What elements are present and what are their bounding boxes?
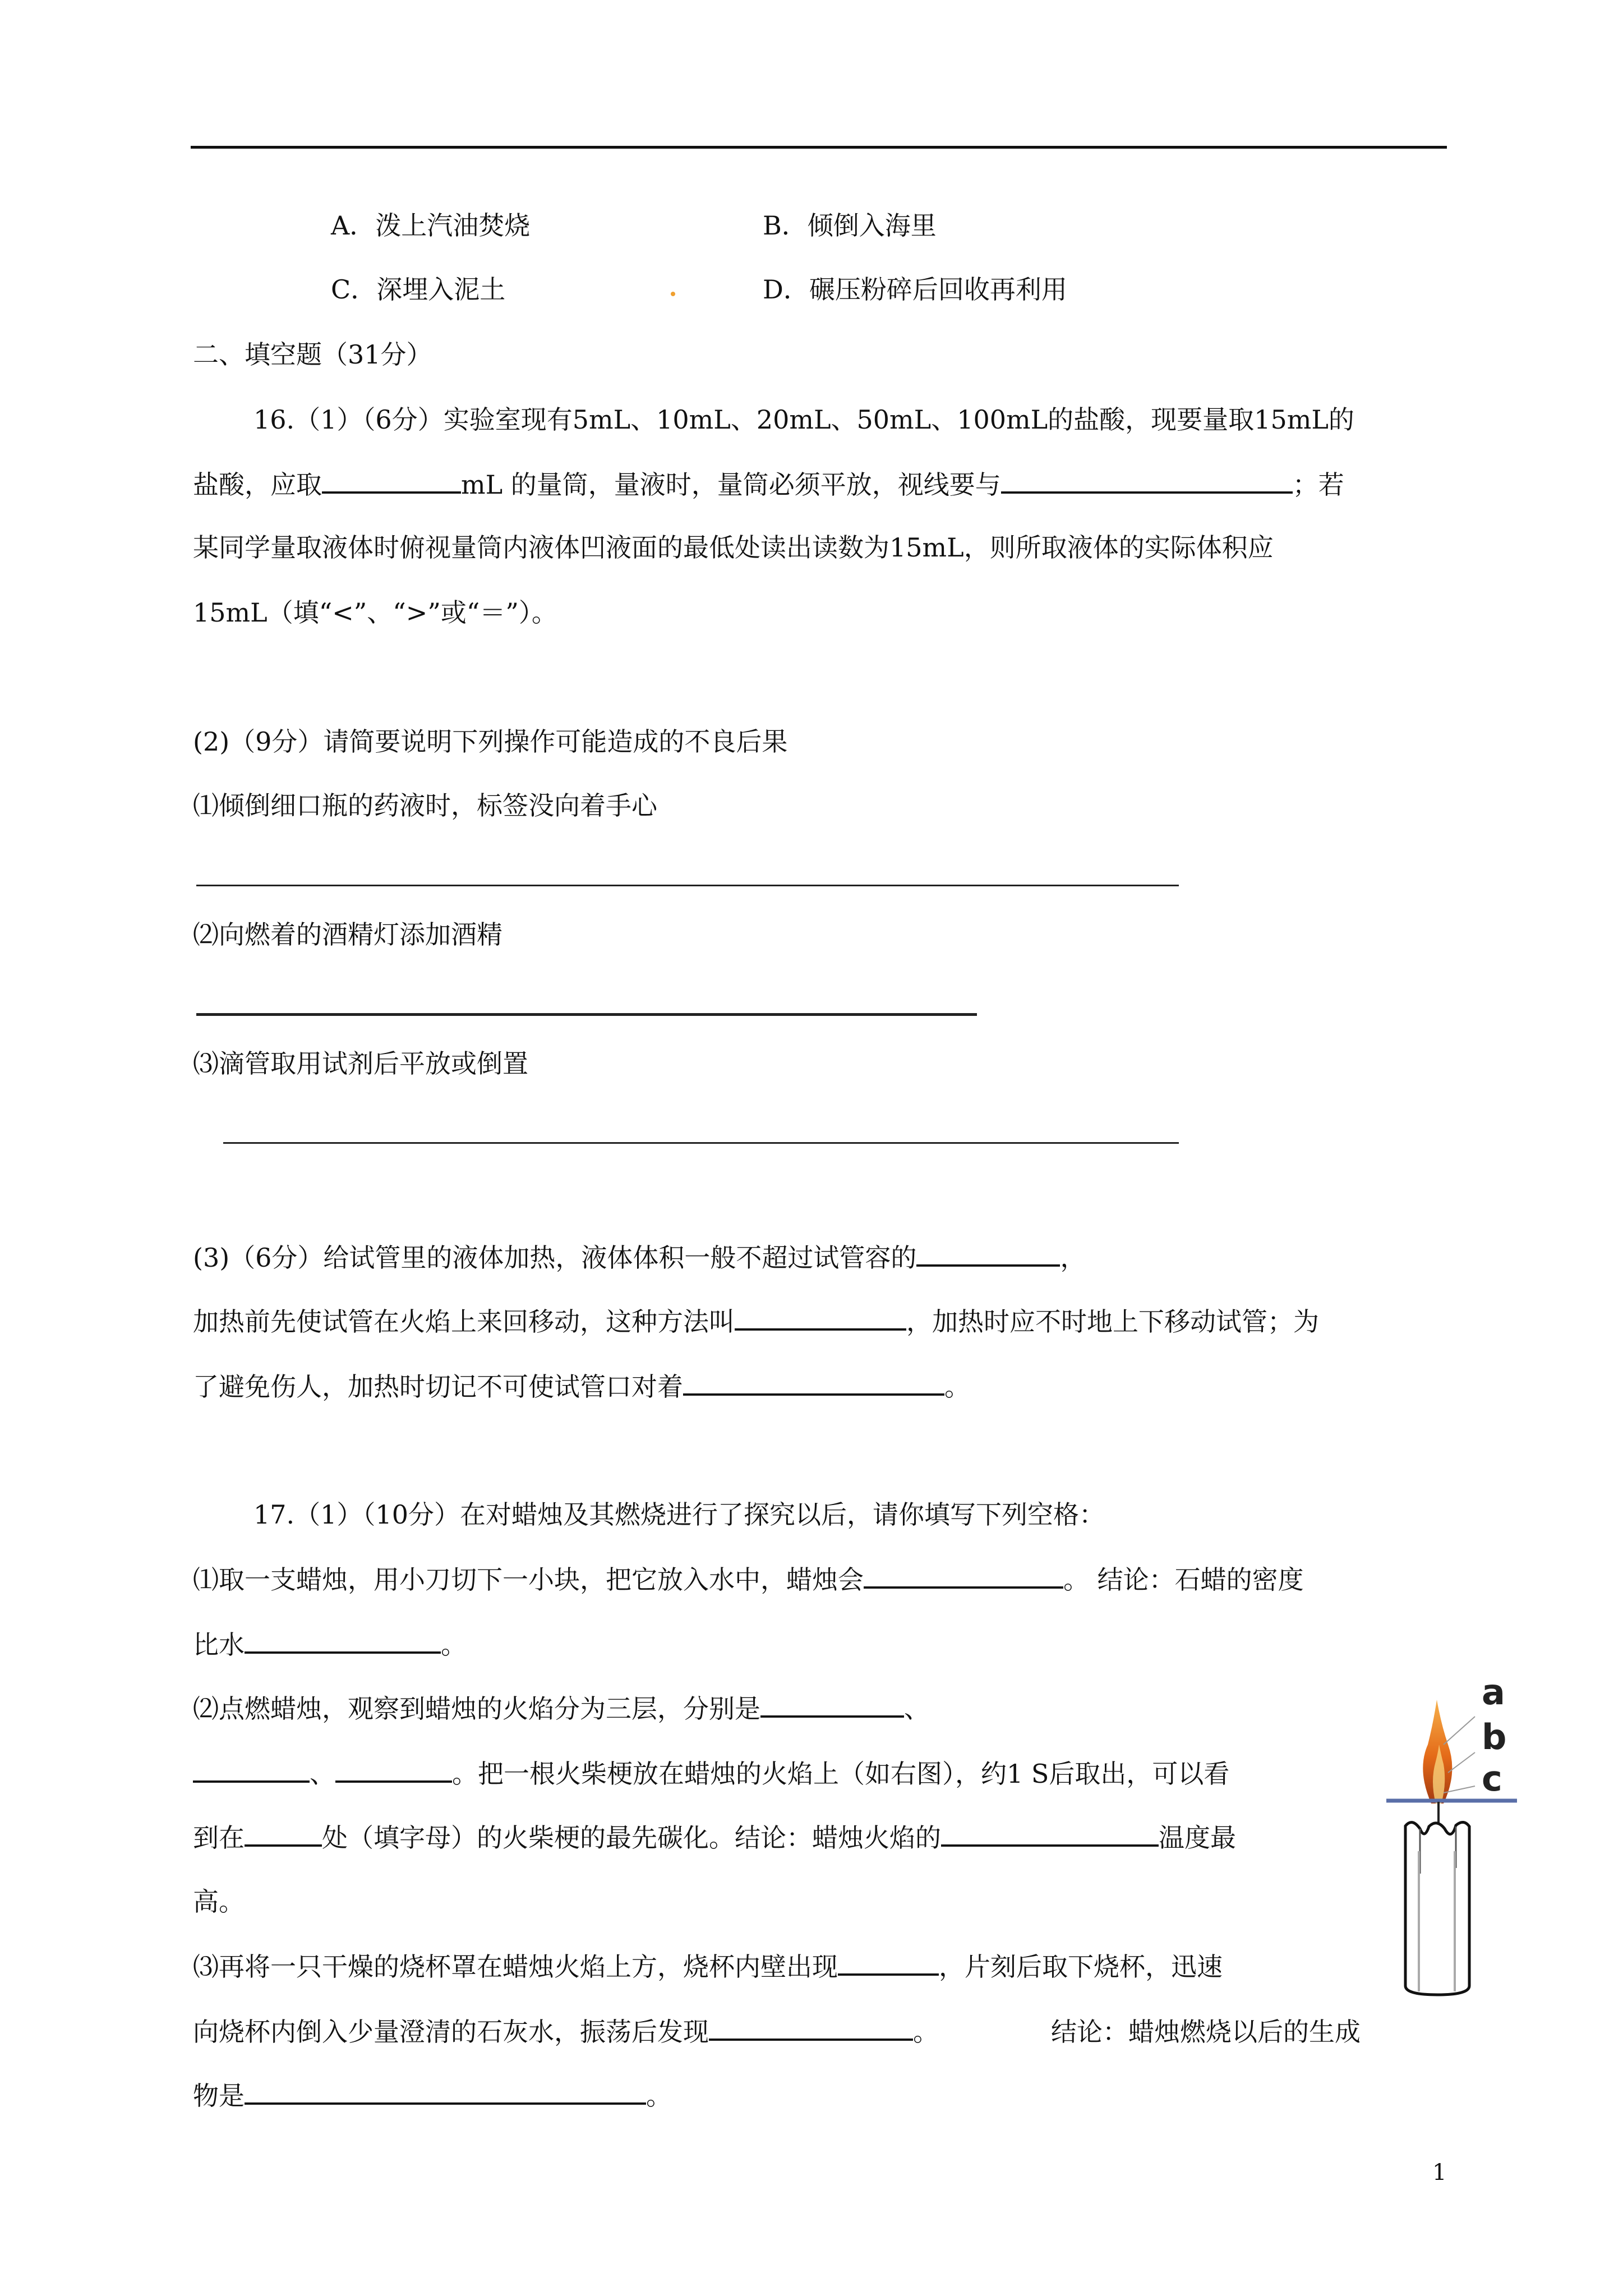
label-b: b bbox=[1482, 1717, 1507, 1757]
header-rule bbox=[191, 146, 1447, 149]
answer-blank[interactable] bbox=[735, 1304, 906, 1331]
q17-item1-line1: ⑴取一支蜡烛，用小刀切下一小块，把它放入水中，蜡烛会 。 结论：石蜡的密度 bbox=[193, 1562, 1304, 1596]
answer-blank[interactable] bbox=[864, 1562, 1063, 1589]
option-d: D．碾压粉碎后回收再利用 bbox=[763, 274, 1067, 305]
q16-p2-item3: ⑶滴管取用试剂后平放或倒置 bbox=[193, 1048, 528, 1079]
answer-blank[interactable] bbox=[838, 1949, 939, 1976]
q16-p2-item2: ⑵向燃着的酒精灯添加酒精 bbox=[193, 919, 502, 950]
answer-blank[interactable] bbox=[760, 1691, 904, 1718]
answer-blank[interactable] bbox=[335, 1756, 452, 1783]
candle-figure bbox=[1385, 1660, 1531, 2003]
stray-dot bbox=[671, 292, 675, 296]
answer-blank[interactable] bbox=[245, 2078, 646, 2105]
answer-blank[interactable] bbox=[941, 1820, 1159, 1847]
answer-blank[interactable] bbox=[245, 1820, 322, 1847]
q16-p3-line2: 加热前先使试管在火焰上来回移动，这种方法叫 ，加热时应不时地上下移动试管；为 bbox=[193, 1304, 1319, 1338]
q17-item2-line2: 、 。把一根火柴梗放在蜡烛的火焰上（如右图），约1 S后取出，可以看 bbox=[193, 1756, 1229, 1791]
pointer-b bbox=[1448, 1752, 1475, 1773]
q17-item3-line2: 向烧杯内倒入少量澄清的石灰水，振荡后发现 。 结论：蜡烛燃烧以后的生成 bbox=[193, 2014, 1361, 2049]
q16-p1-line2: 盐酸，应取 mL 的量筒，量液时，量筒必须平放，视线要与 ；若 bbox=[193, 467, 1344, 501]
candle-body-icon bbox=[1405, 1822, 1469, 1995]
q17-intro: 17.（1）（10分）在对蜡烛及其燃烧进行了探究以后，请你填写下列空格： bbox=[253, 1499, 1105, 1530]
q16-p1-line3: 某同学量取液体时俯视量筒内液体凹液面的最低处读出读数为15mL，则所取液体的实际体积应 bbox=[193, 532, 1274, 563]
answer-line-1[interactable] bbox=[196, 885, 1179, 886]
page-number: 1 bbox=[1432, 2160, 1447, 2185]
q16-p3-line1: (3)（6分）给试管里的液体加热，液体体积一般不超过试管容的 ， bbox=[193, 1240, 1086, 1274]
q17-item3-line1: ⑶再将一只干燥的烧杯罩在蜡烛火焰上方，烧杯内壁出现 ，片刻后取下烧杯，迅速 bbox=[193, 1949, 1223, 1984]
q17-item2-line4: 高。 bbox=[193, 1887, 245, 1917]
q16-p2-title: (2)（9分）请简要说明下列操作可能造成的不良后果 bbox=[193, 726, 788, 757]
option-a: A．泼上汽油焚烧 bbox=[331, 210, 531, 241]
section-title: 二、填空题（31分） bbox=[193, 339, 432, 370]
answer-blank[interactable] bbox=[683, 1369, 944, 1396]
q17-item2-line3: 到在 处（填字母）的火柴梗的最先碳化。结论：蜡烛火焰的 温度最 bbox=[193, 1820, 1236, 1855]
q17-item3-line3: 物是 。 bbox=[193, 2078, 672, 2113]
answer-blank[interactable] bbox=[1001, 467, 1293, 494]
label-a: a bbox=[1482, 1672, 1505, 1713]
q17-item2-line1: ⑵点燃蜡烛，观察到蜡烛的火焰分为三层，分别是 、 bbox=[193, 1691, 930, 1726]
answer-blank[interactable] bbox=[245, 1627, 441, 1654]
answer-line-3[interactable] bbox=[223, 1142, 1179, 1144]
q16-p3-line3: 了避免伤人，加热时切记不可使试管口对着 。 bbox=[193, 1369, 970, 1404]
answer-blank[interactable] bbox=[322, 467, 461, 494]
q17-item1-line2: 比水 。 bbox=[193, 1627, 467, 1662]
label-c: c bbox=[1482, 1758, 1502, 1799]
option-b: B．倾倒入海里 bbox=[763, 210, 937, 241]
option-c: C．深埋入泥土 bbox=[331, 274, 506, 305]
answer-line-2[interactable] bbox=[196, 1013, 977, 1016]
pointer-a bbox=[1444, 1717, 1475, 1745]
answer-blank[interactable] bbox=[709, 2014, 913, 2041]
answer-blank[interactable] bbox=[193, 1756, 310, 1783]
q16-p2-item1: ⑴倾倒细口瓶的药液时，标签没向着手心 bbox=[193, 790, 657, 821]
answer-blank[interactable] bbox=[916, 1240, 1060, 1267]
q16-p1-line1: 16.（1）（6分）实验室现有5mL、10mL、20mL、50mL、100mL的盐酸，现要量取15mL的 bbox=[253, 404, 1354, 435]
q16-p1-line4: 15mL（填“<”、“>”或“＝”）。 bbox=[193, 597, 557, 628]
